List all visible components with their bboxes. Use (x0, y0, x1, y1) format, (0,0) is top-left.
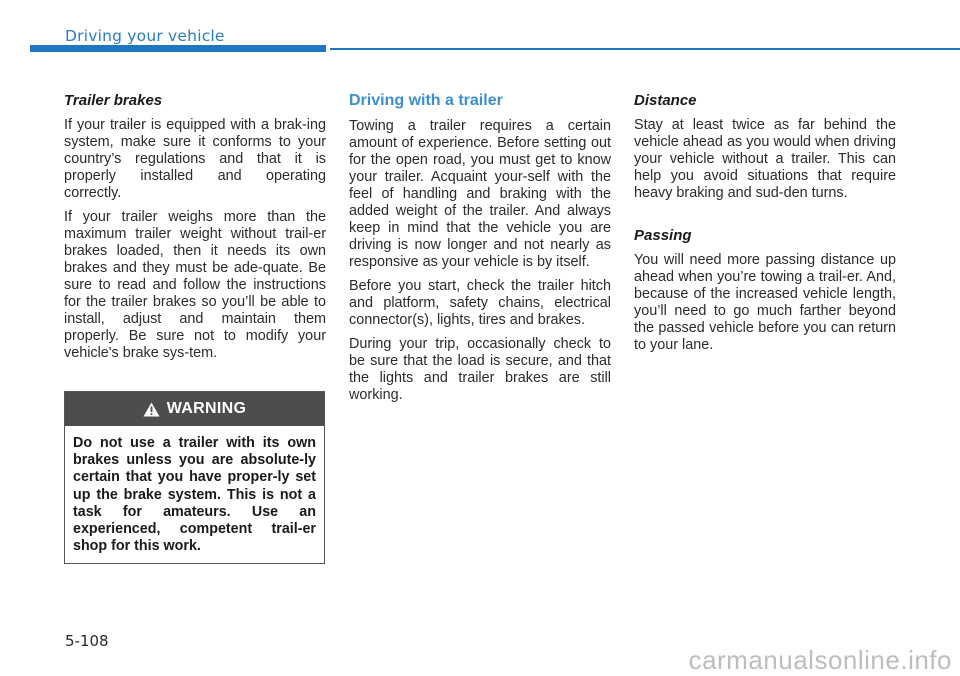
passing-paragraph: You will need more passing distance up ahead when you’re towing a trail-er. And, because of the increased vehicle length, you’ll need to go much farther beyond the passed vehicle before you can return to your lane. (634, 252, 896, 353)
trailer-brakes-paragraph-2: If your trailer weighs more than the maximum trailer weight without trail-er brakes loaded, then it needs its own brakes and they must be ade-quate. Be sure to read and follow the instructions for the trailer brakes so you’ll be able to install, adjust and maintain them properly. Be sure not to modify your vehicle's brake sys-tem. (64, 209, 326, 361)
warning-triangle-icon (143, 402, 160, 417)
header-title: Driving your vehicle (65, 27, 225, 45)
warning-title: WARNING (166, 400, 247, 417)
distance-heading: Distance (634, 92, 697, 109)
watermark: carmanualsonline.info (688, 645, 952, 675)
driving-paragraph-2: Before you start, check the trailer hitch and platform, safety chains, electrical connector(s), lights, tires and brakes. (349, 278, 611, 328)
driving-paragraph-1: Towing a trailer requires a certain amount of experience. Before setting out for the open road, you must get to know your trailer. Acquaint your-self with the feel of handling and braking with the added weight of the trailer. And always keep in mind that the vehicle you are driving is now longer and not nearly as responsive as your vehicle is by itself. (349, 118, 611, 270)
trailer-brakes-heading: Trailer brakes (64, 92, 163, 109)
warning-header (65, 392, 324, 426)
passing-heading: Passing (634, 227, 692, 244)
column-trailer-brakes (64, 92, 326, 369)
header-bar (30, 45, 326, 52)
trailer-brakes-paragraph-1: If your trailer is equipped with a brak-ing system, make sure it conforms to your country’s regulations and that it is properly installed and operating correctly. (64, 117, 326, 201)
distance-paragraph: Stay at least twice as far behind the vehicle ahead as you would when driving your vehicle without a trailer. This can help you avoid situations that require heavy braking and sud-den turns. (634, 117, 896, 201)
driving-paragraph-3: During your trip, occasionally check to be sure that the load is secure, and that the lights and trailer brakes are still working. (349, 336, 611, 403)
header-rule (330, 48, 960, 50)
section-spacer (634, 209, 896, 227)
warning-text: Do not use a trailer with its own brakes unless you are absolute-ly certain that you have proper-ly set up the brake system. This is not a task for amateurs. Use an experienced, competent trail-er shop for this work. (73, 435, 316, 555)
column-driving-with-trailer (349, 92, 611, 411)
driving-with-trailer-heading: Driving with a trailer (349, 92, 503, 109)
page-number: 5-108 (65, 632, 109, 650)
column-distance-passing (634, 92, 896, 361)
warning-box (64, 391, 325, 564)
